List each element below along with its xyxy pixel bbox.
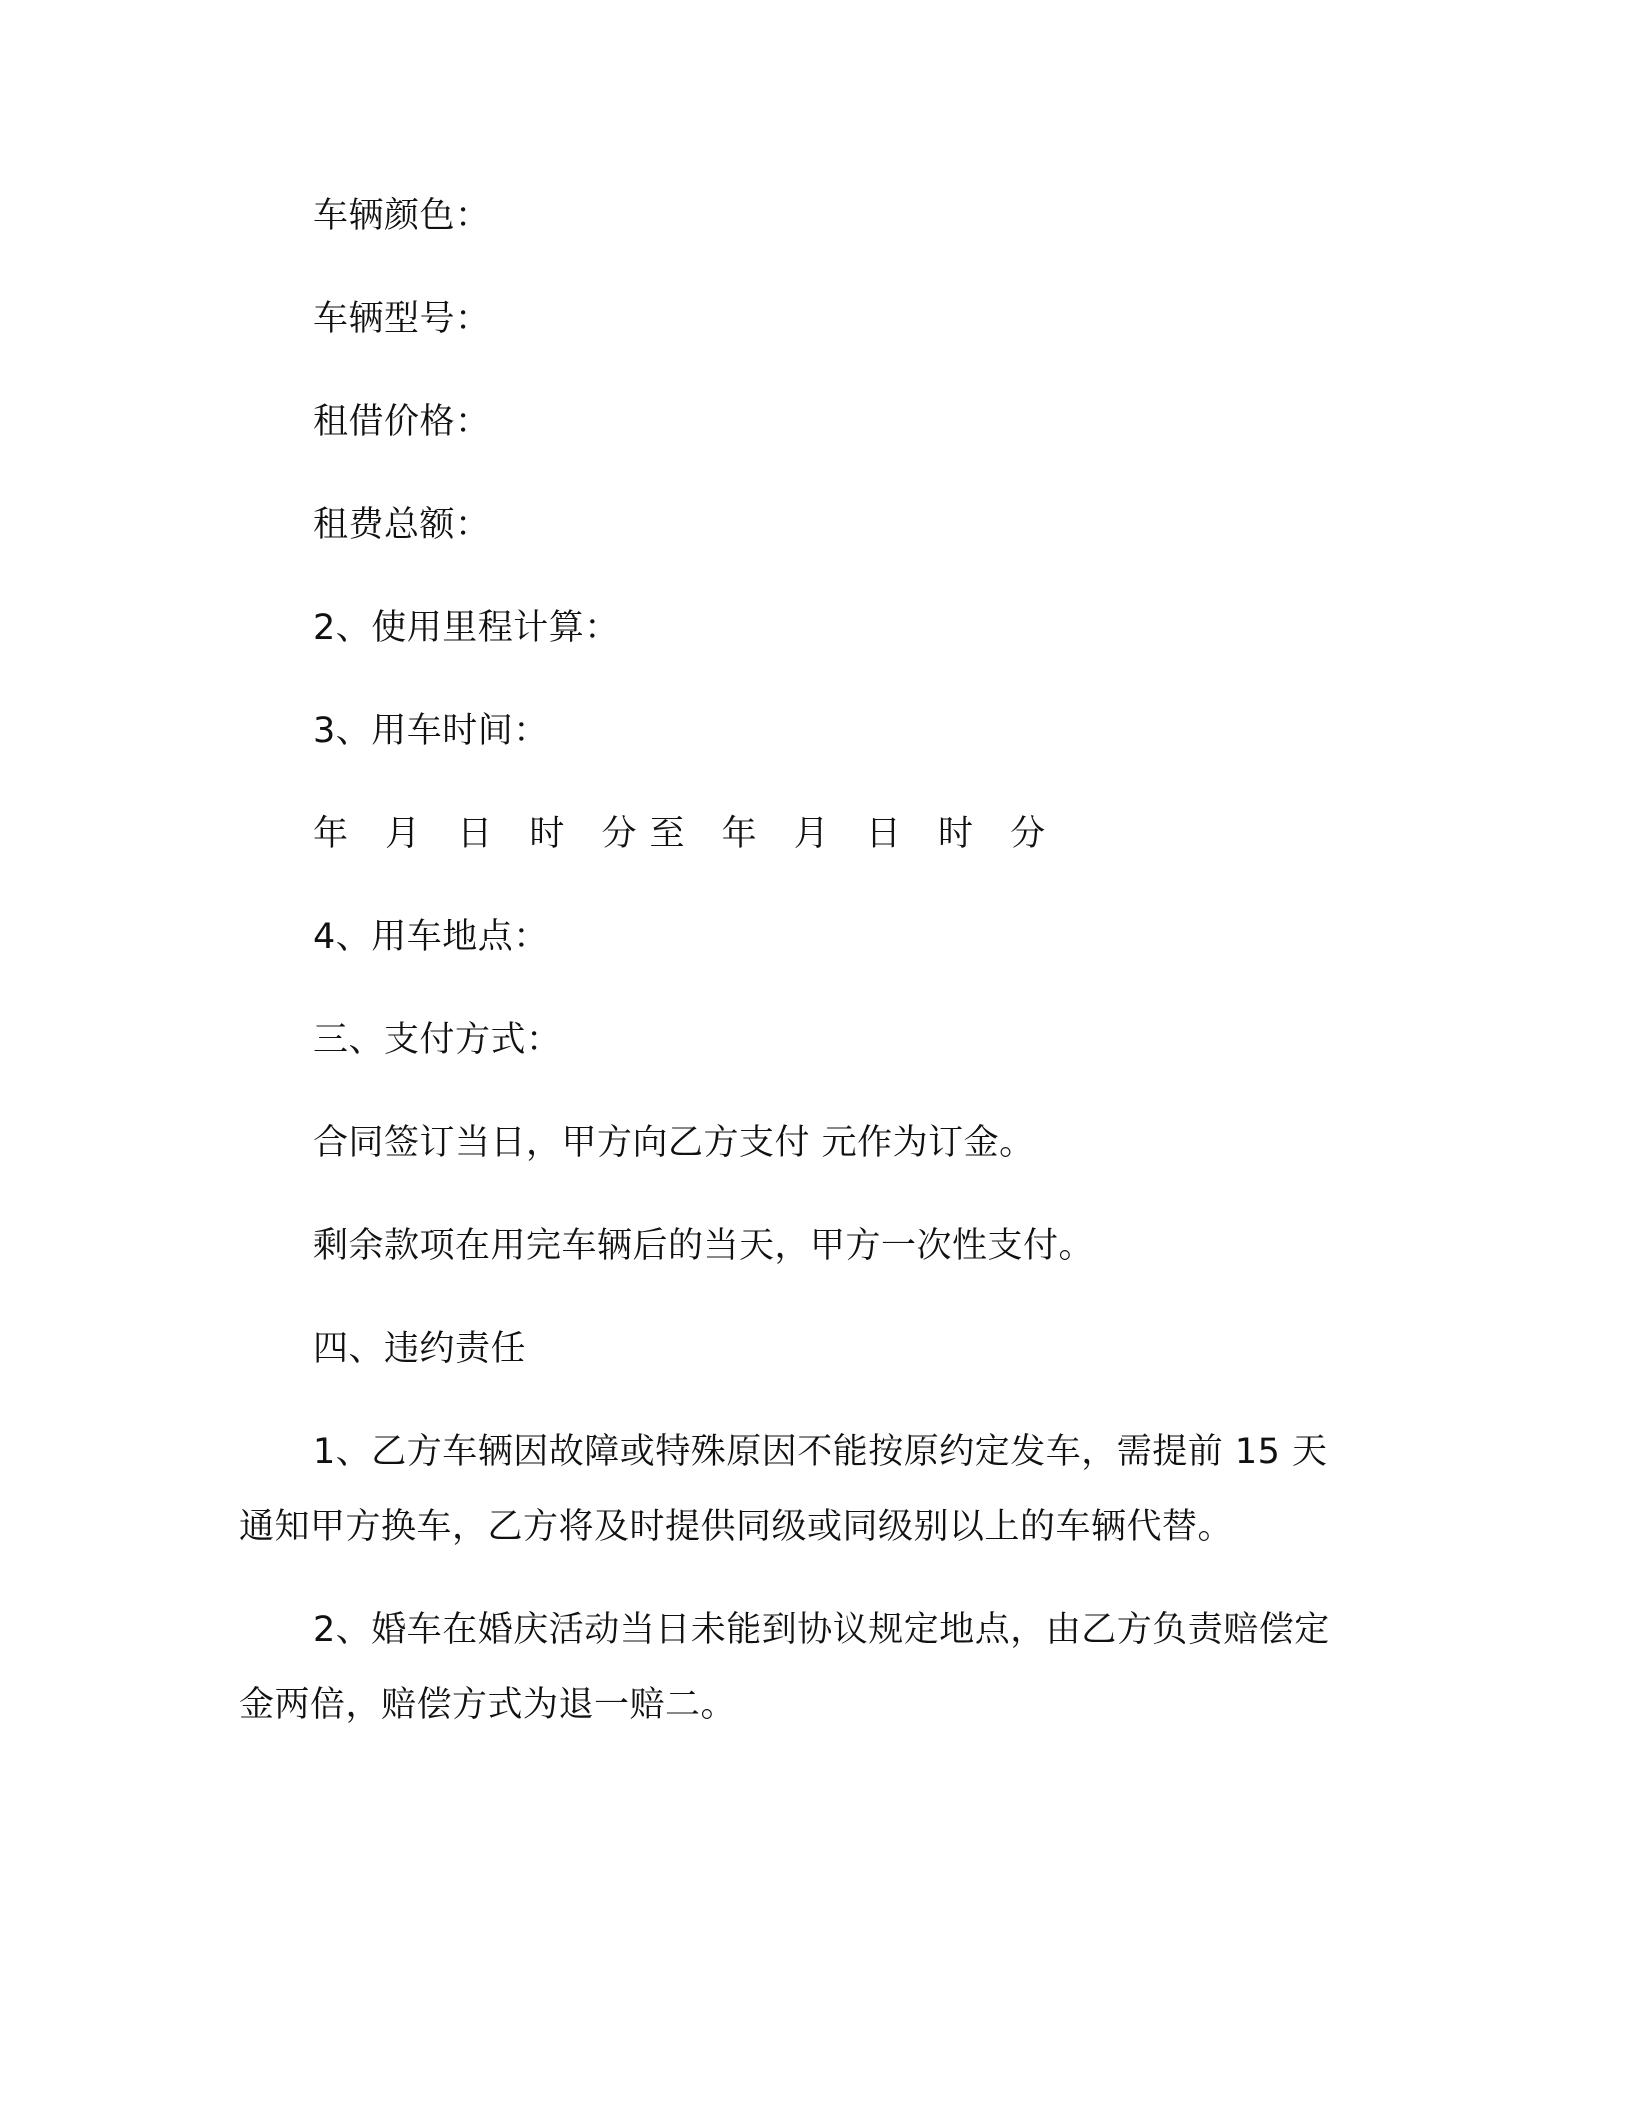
- usage-time-clause: 3、用车时间：: [313, 711, 549, 751]
- rental-total-label: 租费总额：: [313, 505, 491, 545]
- breach-clause-2-line-1: 2、婚车在婚庆活动当日未能到协议规定地点，由乙方负责赔偿定: [313, 1610, 1330, 1650]
- breach-clause-1-line-2: 通知甲方换车，乙方将及时提供同级或同级别以上的车辆代替。: [239, 1507, 1234, 1547]
- usage-location-clause: 4、用车地点：: [313, 917, 549, 957]
- rental-price-label: 租借价格：: [313, 402, 491, 442]
- mileage-clause: 2、使用里程计算：: [313, 608, 620, 648]
- balance-payment-paragraph: 剩余款项在用完车辆后的当天，甲方一次性支付。: [313, 1226, 1095, 1266]
- vehicle-color-label: 车辆颜色：: [313, 196, 491, 236]
- section-heading-breach: 四、违约责任: [313, 1329, 527, 1369]
- section-heading-payment: 三、支付方式：: [313, 1020, 562, 1060]
- deposit-paragraph: 合同签订当日，甲方向乙方支付 元作为订金。: [313, 1123, 1035, 1163]
- usage-time-range: 年 月 日 时 分至 年 月 日 时 分: [313, 814, 1059, 854]
- vehicle-model-label: 车辆型号：: [313, 299, 491, 339]
- breach-clause-1-line-1: 1、乙方车辆因故障或特殊原因不能按原约定发车，需提前 15 天: [313, 1432, 1328, 1472]
- breach-clause-2-line-2: 金两倍，赔偿方式为退一赔二。: [239, 1685, 737, 1725]
